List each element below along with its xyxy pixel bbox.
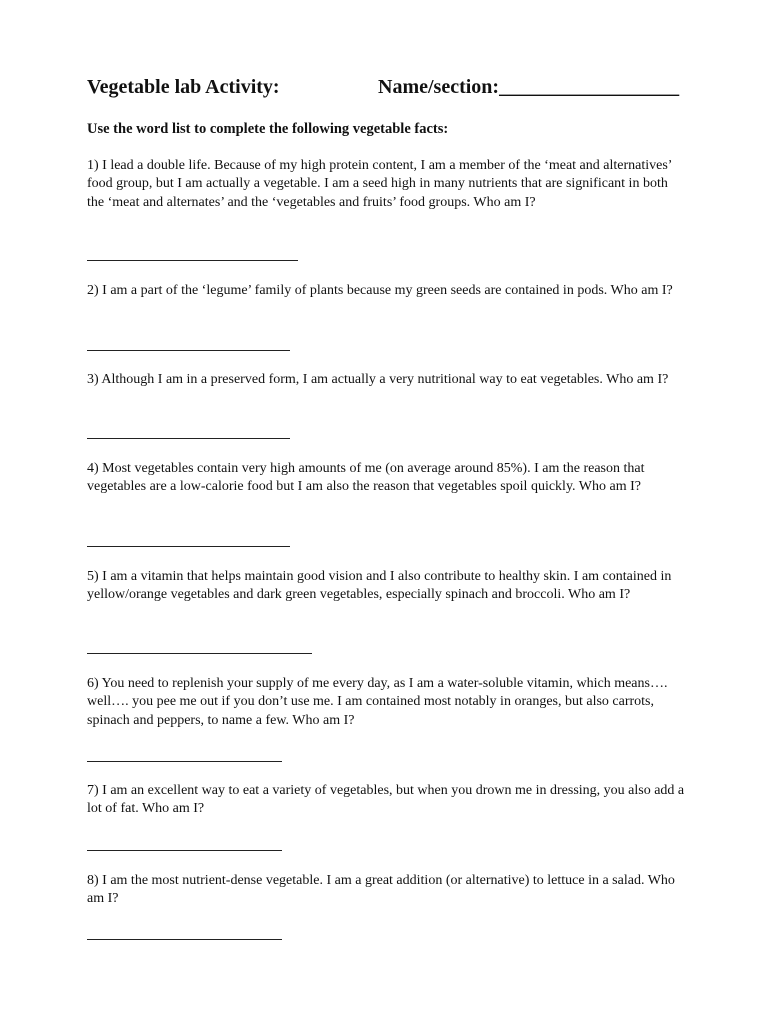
question-3: 3) Although I am in a preserved form, I am actually a very nutritional way to eat vegetables. Who am I?	[87, 372, 669, 387]
answer-line-2[interactable]	[87, 350, 290, 351]
answer-line-5[interactable]	[87, 653, 312, 654]
answer-line-8[interactable]	[87, 939, 282, 940]
answer-line-6[interactable]	[87, 761, 282, 762]
answer-line-1[interactable]	[87, 260, 298, 261]
worksheet-title: Vegetable lab Activity:	[87, 76, 280, 98]
instructions: Use the word list to complete the following vegetable facts:	[87, 121, 449, 137]
question-6: 6) You need to replenish your supply of me every day, as I am a water-soluble vitamin, which means…. well…. you pee me out if you don’t use me. I am contained most notably in oranges, but also carrots, spinach and peppers, to name a few. Who am I?	[87, 676, 668, 728]
name-section-label: Name/section:__________________	[378, 76, 680, 98]
question-4: 4) Most vegetables contain very high amounts of me (on average around 85%). I am the reason that vegetables are a low-calorie food but I am also the reason that vegetables spoil quickly. Who am I?	[87, 461, 645, 495]
question-7: 7) I am an excellent way to eat a variety of vegetables, but when you drown me in dressing, you also add a lot of fat. Who am I?	[87, 783, 685, 817]
answer-line-3[interactable]	[87, 438, 290, 439]
question-2: 2) I am a part of the ‘legume’ family of plants because my green seeds are contained in pods. Who am I?	[87, 283, 673, 298]
question-5: 5) I am a vitamin that helps maintain good vision and I also contribute to healthy skin. I am contained in yellow/orange vegetables and dark green vegetables, especially spinach and broccoli. Who am I?	[87, 569, 672, 603]
answer-line-4[interactable]	[87, 546, 290, 547]
question-1: 1) I lead a double life. Because of my high protein content, I am a member of the ‘meat and alternatives’ food group, but I am actually a vegetable. I am a seed high in many nutrients that are significant in both the ‘meat and alternates’ and the ‘vegetables and fruits’ food groups. Who am I?	[87, 158, 672, 210]
answer-line-7[interactable]	[87, 850, 282, 851]
question-8: 8) I am the most nutrient-dense vegetable. I am a great addition (or alternative) to lettuce in a salad. Who am I?	[87, 873, 675, 907]
